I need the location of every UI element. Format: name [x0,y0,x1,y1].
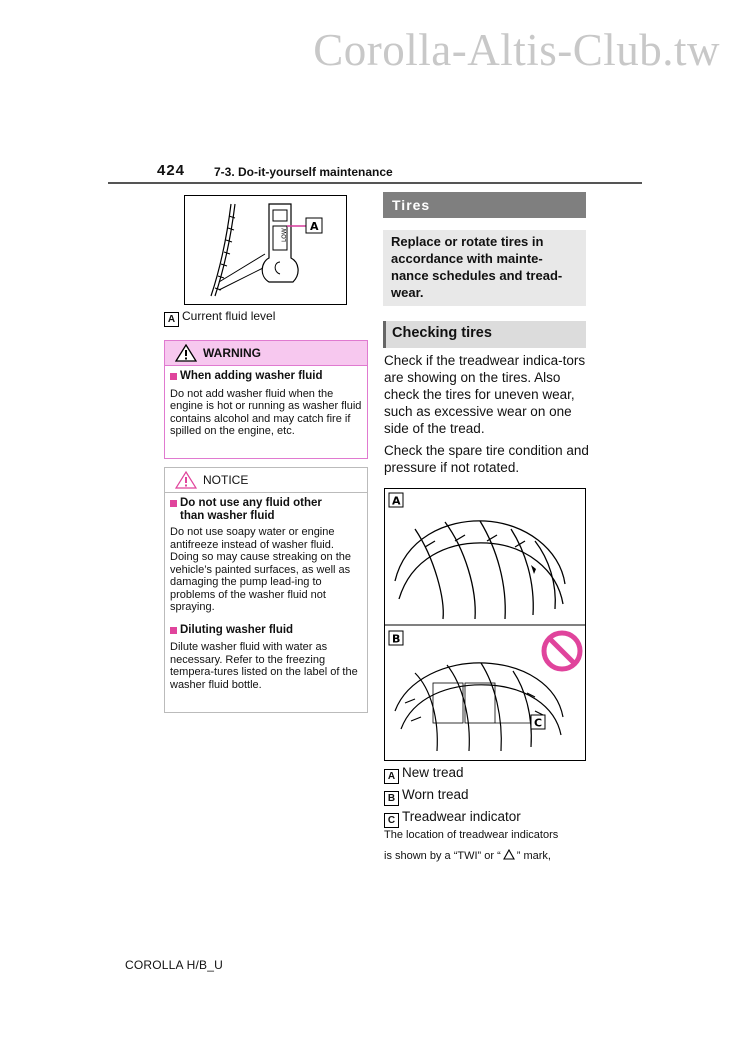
notice-icon [175,471,197,489]
notice-header: NOTICE [165,468,367,493]
header-rule [108,182,642,184]
warning-box [164,340,368,459]
svg-text:LOW: LOW [281,228,288,242]
notice-subhead-2: Diluting washer fluid [170,624,362,637]
tires-paragraph-1: Check if the treadwear indica-tors are showing on the tires. Also check the tires for uneven wear, such as excessive wear on one side of the tread. [384,353,586,436]
watermark: Corolla-Altis-Club.tw [313,25,720,75]
prohibited-icon [544,633,580,669]
fig1-label: A [164,312,179,327]
tires-intro: Replace or rotate tires in accordance with mainte-nance schedules and tread-wear. [383,230,586,306]
checking-tires-heading: Checking tires [383,321,586,348]
notice-body-1: Do not use soapy water or engine antifreeze instead of washer fluid. Doing so may cause streaking on the vehicle’s painted surfaces, as well as damaging the pump lead-ing to problems of the washer fluid not spraying. [170,526,351,613]
legend-item-b: B Worn tread [384,787,469,806]
svg-text:A: A [392,494,401,508]
tires-paragraph-2: Check the spare tire condition and pressure if not rotated. [384,443,589,475]
fig1-caption: A Current fluid level [164,309,275,327]
warning-body: Do not add washer fluid when the engine is hot or running as washer fluid contains alcohol and may catch fire if spilled on the engine, etc. [170,387,362,437]
washer-level-illustration [185,196,346,304]
warning-header: WARNING [165,341,367,366]
triangle-mark-icon [503,849,515,860]
section-title: 7-3. Do-it-yourself maintenance [214,165,393,179]
legend-item-c: C Treadwear indicator [384,809,521,828]
footer-model: COROLLA H/B_U [125,958,223,972]
notice-box [164,467,368,713]
tire-tread-illustration [385,489,585,760]
notice-subhead-1: Do not use any fluid other than washer fluid [170,497,362,522]
twi-note-line-2: is shown by a “TWI” or “ ” mark, [384,850,551,862]
notice-body-2: Dilute washer fluid with water as necessary. Refer to the freezing tempera-tures listed on the label of the washer fluid bottle. [170,641,358,691]
twi-note-line-1: The location of treadwear indicators [384,829,559,841]
washer-level-figure [184,195,347,305]
warning-subhead: When adding washer fluid [170,370,362,383]
svg-text:C: C [534,716,543,730]
page-number: 424 [157,162,186,179]
legend-item-a: A New tread [384,765,464,784]
warning-icon [175,344,197,362]
svg-text:A: A [310,220,319,233]
tires-heading: Tires [383,192,586,218]
tire-tread-figure [384,488,586,761]
svg-text:B: B [392,632,401,646]
